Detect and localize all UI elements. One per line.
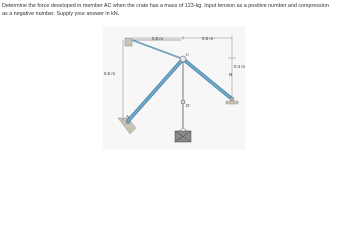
truss-members <box>128 40 232 121</box>
question-line-1: Determine the force developed in member AC when the crate has a mass of 123-kg. Input tension as a positive number and compression <box>2 3 329 9</box>
question-line-2: as a negative number. Supply your answer in kN. <box>2 11 120 17</box>
cable-cd <box>176 62 190 133</box>
dim-right-vertical: 0.4 m <box>234 64 245 69</box>
dim-top-right: 0.6 m <box>202 36 213 41</box>
dim-left-vertical: 0.6 m <box>104 71 115 76</box>
label-point-b: B <box>229 72 232 77</box>
crate <box>175 131 191 142</box>
label-point-d: D <box>186 103 190 108</box>
label-point-a: A <box>126 114 129 119</box>
dim-top-left: 0.8 m <box>152 36 163 41</box>
label-point-c: C <box>186 52 190 57</box>
